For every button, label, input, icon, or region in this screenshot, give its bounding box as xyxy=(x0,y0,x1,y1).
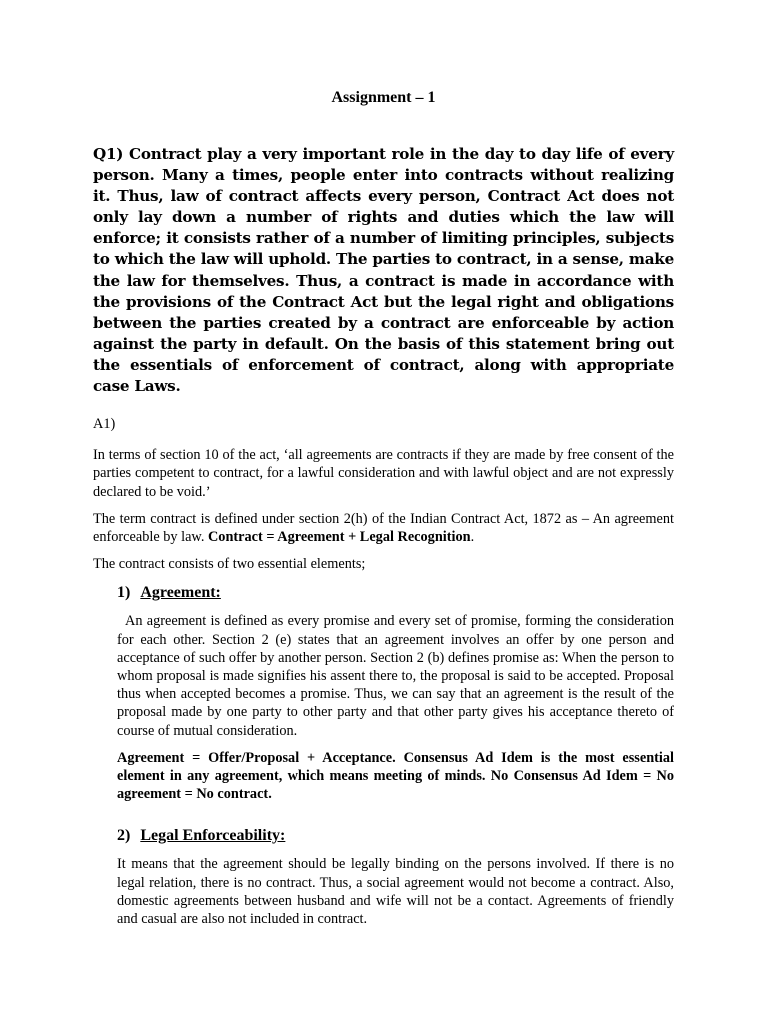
agreement-paragraph: An agreement is defined as every promise and every set of promise, forming the consideration for each other. Section 2 (e) states that an agreement involves an offer by one person and acceptance of such offer by another person. Section 2 (b) defines promise as: When the person to whom proposal is made signifies his assent there to, the proposal is said to be accepted. Proposal thus when accepted becomes a promise. Thus, we can say that an agreement is the result of the proposal made by one party to other party and that other party gives his acceptance thereto of course of mutual consideration. xyxy=(117,613,674,739)
spacer xyxy=(93,812,674,825)
section-1-title: Agreement: xyxy=(140,584,221,602)
section-2-number: 2) xyxy=(117,827,131,845)
definition-paragraph xyxy=(93,510,674,546)
legal-enforceability-paragraph: It means that the agreement should be legally binding on the persons involved. If there is no legal relation, there is no contract. Thus, a social agreement would not become a contract. Also, domestic agreements between husband and wife will not be a contact. Agreements of friendly and casual are also not included in contract. xyxy=(117,856,674,928)
answer-label: A1) xyxy=(93,416,116,432)
agreement-formula-paragraph: Agreement = Offer/Proposal + Acceptance. Consensus Ad Idem is the most essential element in any agreement, which means meeting of minds. No Consensus Ad Idem = No agreement = No contract. xyxy=(117,749,674,803)
definition-end: . xyxy=(470,529,475,546)
answer-body xyxy=(93,415,674,937)
elements-paragraph: The contract consists of two essential elements; xyxy=(93,556,366,573)
definition-text: The term contract is defined under section 2(h) of the Indian Contract Act, 1872 as – An agreement enforceable by law. xyxy=(93,510,674,546)
section-1-heading xyxy=(117,582,674,604)
assignment-title: Assignment – 1 xyxy=(331,89,436,106)
section-2-title: Legal Enforceability: xyxy=(140,827,286,845)
question-text: Q1) Contract play a very important role in the day to day life of every person. Many a times, people enter into contracts without realizing it. Thus, law of contract affects every person, Contract Act does not only lay down a number of rights and duties which the law will enforce; it consists rather of a number of limiting principles, subjects to which the law will uphold. The parties to contract, in a sense, make the law for themselves. Thus, a contract is made in accordance with the provisions of the Contract Act but the legal right and obligations between the parties created by a contract are enforceable by action against the party in default. On the basis of this statement bring out the essentials of enforcement of contract, along with appropriate case Laws. xyxy=(93,145,674,396)
section-1-number: 1) xyxy=(117,584,131,602)
definition-formula: Contract = Agreement + Legal Recognition xyxy=(207,529,471,546)
section-2-heading xyxy=(117,825,674,847)
section-10-paragraph: In terms of section 10 of the act, ‘all agreements are contracts if they are made by free consent of the parties competent to contract, for a lawful consideration and with lawful object and are not expressly declared to be void.’ xyxy=(93,447,674,500)
